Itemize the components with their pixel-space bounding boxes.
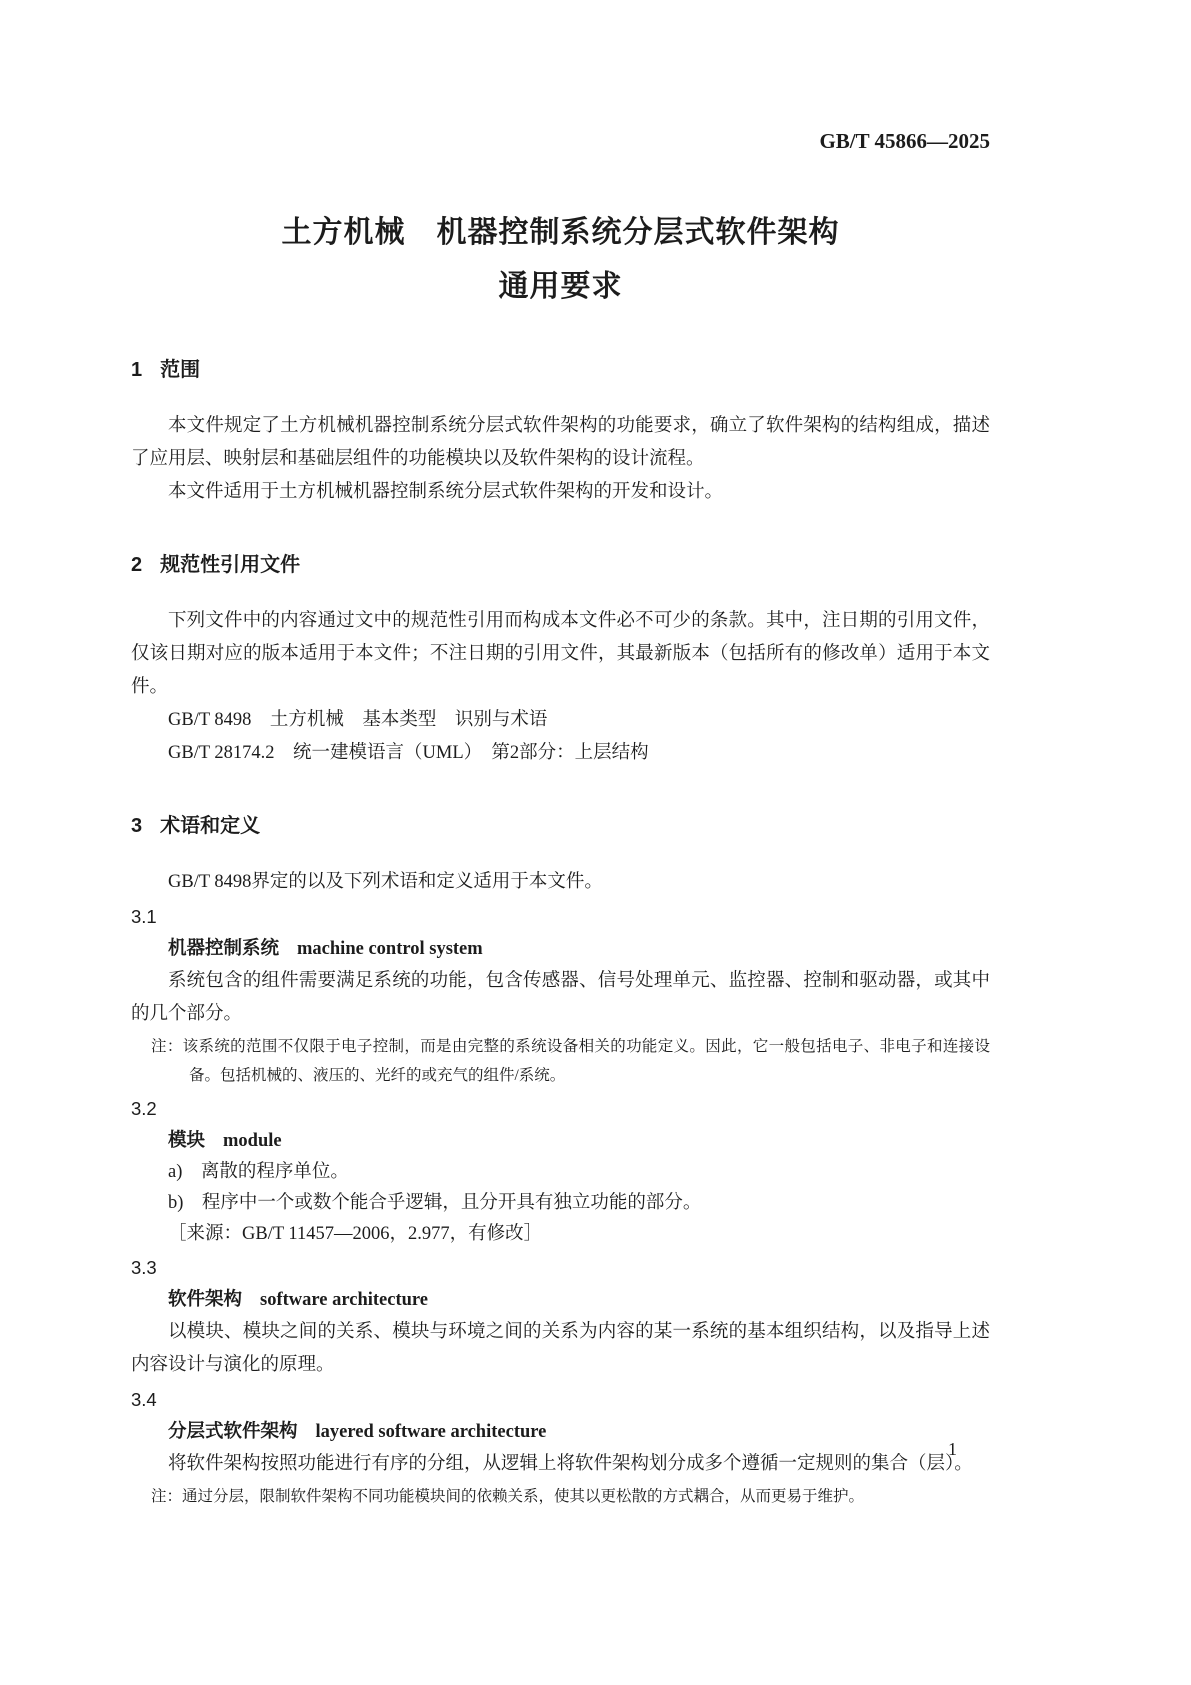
- document-title-line-1: 土方机械 机器控制系统分层式软件架构: [281, 216, 840, 249]
- section-2-heading: [131, 551, 990, 579]
- term-3-1-heading: [131, 932, 990, 965]
- term-3-1-english: machine control system: [297, 939, 483, 959]
- term-3-1-definition: 系统包含的组件需要满足系统的功能，包含传感器、信号处理单元、监控器、控制和驱动器，或其中的几个部分。: [131, 971, 990, 1024]
- term-3-4-definition: 将软件架构按照功能进行有序的分组，从逻辑上将软件架构划分成多个遵循一定规则的集合（层）。: [168, 1454, 973, 1474]
- term-3-1-chinese: 机器控制系统: [168, 937, 280, 958]
- section-3-heading: [131, 812, 990, 840]
- term-3-3-chinese: 软件架构: [168, 1288, 243, 1309]
- section-1-number: 1: [131, 359, 143, 381]
- term-3-4-note: 注：通过分层，限制软件架构不同功能模块间的依赖关系，使其以更松散的方式耦合，从而更易于维护。: [151, 1488, 865, 1505]
- term-3-4-number: 3.4: [131, 1389, 157, 1410]
- term-3-2-chinese: 模块: [168, 1129, 206, 1150]
- normative-reference-2: GB/T 28174.2 统一建模语言（UML） 第2部分：上层结构: [168, 743, 649, 763]
- terms-intro-paragraph: GB/T 8498界定的以及下列术语和定义适用于本文件。: [168, 872, 603, 892]
- term-3-2-english: module: [223, 1131, 282, 1151]
- document-title: [131, 206, 990, 314]
- page-number: 1: [948, 1439, 957, 1459]
- section-3-title: 术语和定义: [160, 815, 261, 837]
- term-3-2-heading: [131, 1124, 990, 1157]
- section-3-number: 3: [131, 815, 143, 837]
- term-3-1-number: 3.1: [131, 906, 157, 927]
- document-title-line-2: 通用要求: [498, 270, 623, 303]
- term-3-1-note: 注：该系统的范围不仅限于电子控制，而是由完整的系统设备相关的功能定义。因此，它一般包括电子、非电子和连接设备。包括机械的、液压的、光纤的或充气的组件/系统。: [151, 1038, 990, 1084]
- section-1-title: 范围: [160, 359, 201, 381]
- section-2-title: 规范性引用文件: [160, 554, 301, 576]
- term-3-2-item-b: b) 程序中一个或数个能合乎逻辑，且分开具有独立功能的部分。: [168, 1193, 702, 1213]
- scope-paragraph-2: 本文件适用于土方机械机器控制系统分层式软件架构的开发和设计。: [168, 482, 724, 502]
- standard-number: GB/T 45866—2025: [819, 129, 990, 153]
- term-3-3-number: 3.3: [131, 1257, 157, 1278]
- term-3-2-number: 3.2: [131, 1098, 157, 1119]
- scope-paragraph-1: 本文件规定了土方机械机器控制系统分层式软件架构的功能要求，确立了软件架构的结构组成，描述了应用层、映射层和基础层组件的功能模块以及软件架构的设计流程。: [131, 416, 990, 469]
- term-3-2-item-a: a) 离散的程序单位。: [168, 1162, 349, 1182]
- term-3-3-heading: [131, 1283, 990, 1316]
- normative-references-paragraph: 下列文件中的内容通过文中的规范性引用而构成本文件必不可少的条款。其中，注日期的引用文件，仅该日期对应的版本适用于本文件；不注日期的引用文件，其最新版本（包括所有的修改单）适用于本文件。: [131, 611, 990, 697]
- section-2-number: 2: [131, 554, 143, 576]
- term-3-3-definition: 以模块、模块之间的关系、模块与环境之间的关系为内容的某一系统的基本组织结构，以及指导上述内容设计与演化的原理。: [131, 1322, 990, 1375]
- term-3-2-source: ［来源：GB/T 11457—2006，2.977，有修改］: [168, 1224, 543, 1244]
- term-3-4-english: layered software architecture: [315, 1422, 547, 1442]
- section-1-heading: [131, 356, 990, 384]
- term-3-3-english: software architecture: [260, 1290, 428, 1310]
- term-3-4-chinese: 分层式软件架构: [168, 1420, 298, 1441]
- normative-reference-1: GB/T 8498 土方机械 基本类型 识别与术语: [168, 710, 548, 730]
- term-3-4-heading: [131, 1415, 990, 1448]
